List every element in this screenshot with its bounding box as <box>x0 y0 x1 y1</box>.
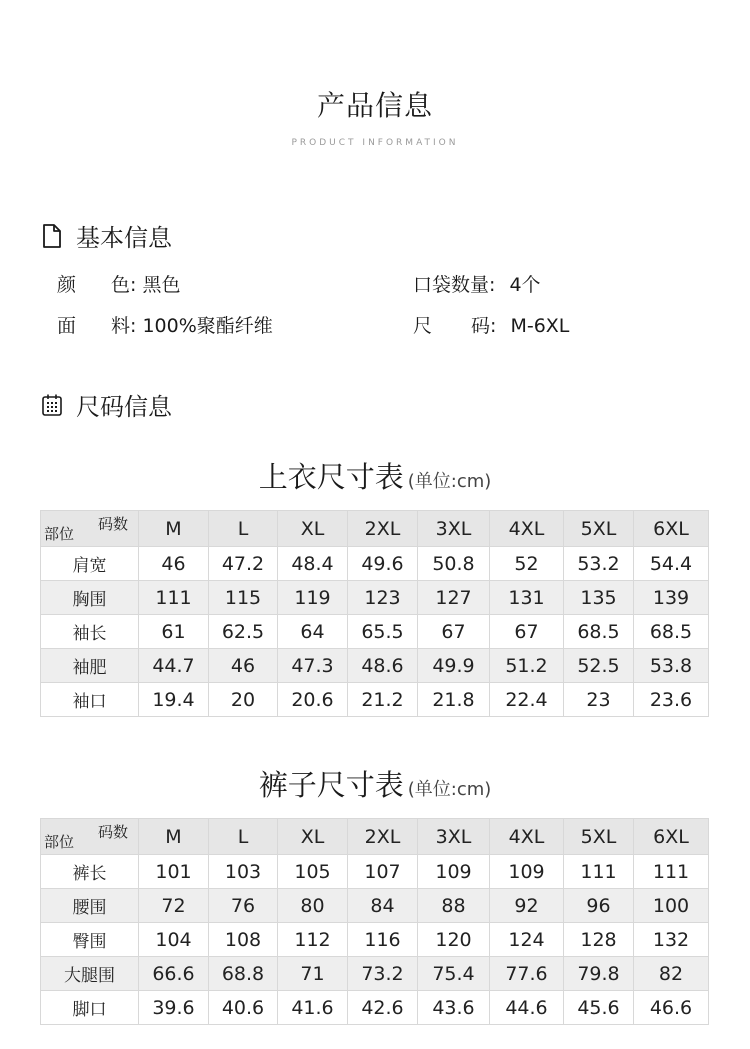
measurement-cell: 112 <box>278 923 348 957</box>
row-label-cell: 肩宽 <box>41 547 139 581</box>
measurement-cell: 72 <box>139 889 209 923</box>
table-row <box>41 683 709 717</box>
measurement-cell: 51.2 <box>490 649 564 683</box>
measurement-cell: 115 <box>209 581 278 615</box>
row-label-cell: 裤长 <box>41 855 139 889</box>
measurement-cell: 44.6 <box>490 991 564 1025</box>
size-header-cell: 3XL <box>418 511 490 547</box>
measurement-cell: 50.8 <box>418 547 490 581</box>
measurement-cell: 68.5 <box>564 615 634 649</box>
size-header-cell: 5XL <box>564 819 634 855</box>
measurement-cell: 47.3 <box>278 649 348 683</box>
row-label-cell: 袖长 <box>41 615 139 649</box>
row-label-cell: 大腿围 <box>41 957 139 991</box>
measurement-cell: 109 <box>490 855 564 889</box>
measurement-cell: 68.5 <box>634 615 709 649</box>
color-key-1: 颜 <box>57 274 77 296</box>
pants-size-table <box>40 818 709 1025</box>
measurement-cell: 47.2 <box>209 547 278 581</box>
size-header-cell: 4XL <box>490 819 564 855</box>
measurement-cell: 23 <box>564 683 634 717</box>
measurement-cell: 120 <box>418 923 490 957</box>
basic-info-title: 基本信息 <box>76 224 172 252</box>
size-header-cell: 5XL <box>564 511 634 547</box>
document-icon <box>40 223 66 249</box>
table-corner-cell <box>41 511 139 547</box>
measurement-cell: 20 <box>209 683 278 717</box>
measurement-cell: 139 <box>634 581 709 615</box>
fabric-key-1: 面 <box>57 315 77 337</box>
pants-table-title-text: 裤子尺寸表 <box>258 768 404 802</box>
measurement-cell: 135 <box>564 581 634 615</box>
table-row <box>41 923 709 957</box>
measurement-cell: 22.4 <box>490 683 564 717</box>
measurement-cell: 73.2 <box>348 957 418 991</box>
measurement-cell: 79.8 <box>564 957 634 991</box>
measurement-cell: 84 <box>348 889 418 923</box>
table-row <box>41 889 709 923</box>
measurement-cell: 92 <box>490 889 564 923</box>
measurement-cell: 77.6 <box>490 957 564 991</box>
measurement-cell: 43.6 <box>418 991 490 1025</box>
pants-table-unit: (单位:cm) <box>407 779 492 800</box>
size-range-info <box>413 311 569 338</box>
page-title: 产品信息 <box>316 89 433 122</box>
measurement-cell: 46.6 <box>634 991 709 1025</box>
row-label-cell: 脚口 <box>41 991 139 1025</box>
measurement-cell: 107 <box>348 855 418 889</box>
row-label-cell: 臀围 <box>41 923 139 957</box>
measurement-cell: 53.8 <box>634 649 709 683</box>
measurement-cell: 103 <box>209 855 278 889</box>
measurement-cell: 88 <box>418 889 490 923</box>
measurement-cell: 68.8 <box>209 957 278 991</box>
measurement-cell: 67 <box>490 615 564 649</box>
table-row <box>41 957 709 991</box>
row-label-cell: 腰围 <box>41 889 139 923</box>
measurement-cell: 111 <box>139 581 209 615</box>
measurement-cell: 61 <box>139 615 209 649</box>
table-row <box>41 581 709 615</box>
measurement-cell: 62.5 <box>209 615 278 649</box>
measurement-cell: 23.6 <box>634 683 709 717</box>
basic-info-heading <box>40 218 172 253</box>
measurement-cell: 76 <box>209 889 278 923</box>
size-header-cell: 2XL <box>348 511 418 547</box>
table-row <box>41 991 709 1025</box>
measurement-cell: 111 <box>634 855 709 889</box>
measurement-cell: 20.6 <box>278 683 348 717</box>
measurement-cell: 80 <box>278 889 348 923</box>
measurement-cell: 21.8 <box>418 683 490 717</box>
measurement-cell: 123 <box>348 581 418 615</box>
measurement-cell: 54.4 <box>634 547 709 581</box>
measurement-cell: 53.2 <box>564 547 634 581</box>
measurement-cell: 101 <box>139 855 209 889</box>
table-row <box>41 649 709 683</box>
measurement-cell: 105 <box>278 855 348 889</box>
corner-size-label: 码数 <box>97 823 128 841</box>
table-header-row <box>41 511 709 547</box>
color-info <box>57 270 180 297</box>
table-row <box>41 855 709 889</box>
measurement-cell: 119 <box>278 581 348 615</box>
size-header-cell: XL <box>278 511 348 547</box>
fabric-info <box>57 311 273 338</box>
measurement-cell: 66.6 <box>139 957 209 991</box>
measurement-cell: 116 <box>348 923 418 957</box>
pocket-key: 口袋数量: <box>413 274 496 296</box>
size-header-cell: 6XL <box>634 511 709 547</box>
color-value: 黑色 <box>142 274 181 296</box>
pocket-value: 4个 <box>509 274 541 296</box>
top-size-table <box>40 510 709 717</box>
measurement-cell: 39.6 <box>139 991 209 1025</box>
measurement-cell: 40.6 <box>209 991 278 1025</box>
measurement-cell: 49.9 <box>418 649 490 683</box>
size-info-title: 尺码信息 <box>76 393 172 421</box>
fabric-key-2: 料: <box>111 315 137 337</box>
measurement-cell: 108 <box>209 923 278 957</box>
measurement-cell: 100 <box>634 889 709 923</box>
measurement-cell: 71 <box>278 957 348 991</box>
measurement-cell: 44.7 <box>139 649 209 683</box>
size-header-cell: M <box>139 819 209 855</box>
size-header-cell: XL <box>278 819 348 855</box>
measurement-cell: 124 <box>490 923 564 957</box>
corner-part-label: 部位 <box>44 525 75 543</box>
top-table-title <box>0 455 750 496</box>
row-label-cell: 胸围 <box>41 581 139 615</box>
size-header-cell: L <box>209 819 278 855</box>
size-header-cell: 6XL <box>634 819 709 855</box>
size-header-cell: 3XL <box>418 819 490 855</box>
measurement-cell: 45.6 <box>564 991 634 1025</box>
row-label-cell: 袖口 <box>41 683 139 717</box>
measurement-cell: 109 <box>418 855 490 889</box>
top-table-unit: (单位:cm) <box>407 471 492 492</box>
measurement-cell: 111 <box>564 855 634 889</box>
measurement-cell: 131 <box>490 581 564 615</box>
measurement-cell: 75.4 <box>418 957 490 991</box>
size-range-value: M-6XL <box>510 315 570 337</box>
table-row <box>41 547 709 581</box>
measurement-cell: 42.6 <box>348 991 418 1025</box>
measurement-cell: 128 <box>564 923 634 957</box>
measurement-cell: 41.6 <box>278 991 348 1025</box>
size-key-1: 尺 <box>413 315 433 337</box>
top-table-title-text: 上衣尺寸表 <box>258 460 404 494</box>
size-info-heading <box>40 387 172 422</box>
measurement-cell: 19.4 <box>139 683 209 717</box>
measurement-cell: 132 <box>634 923 709 957</box>
table-corner-cell <box>41 819 139 855</box>
measurement-cell: 96 <box>564 889 634 923</box>
size-header-cell: M <box>139 511 209 547</box>
pants-table-title <box>0 763 750 804</box>
corner-size-label: 码数 <box>97 515 128 533</box>
measurement-cell: 104 <box>139 923 209 957</box>
measurement-cell: 127 <box>418 581 490 615</box>
size-header-cell: 4XL <box>490 511 564 547</box>
measurement-cell: 21.2 <box>348 683 418 717</box>
measurement-cell: 65.5 <box>348 615 418 649</box>
measurement-cell: 52.5 <box>564 649 634 683</box>
measurement-cell: 49.6 <box>348 547 418 581</box>
measurement-cell: 67 <box>418 615 490 649</box>
size-header-cell: 2XL <box>348 819 418 855</box>
calendar-grid-icon <box>40 392 66 418</box>
measurement-cell: 64 <box>278 615 348 649</box>
size-key-2: 码: <box>471 315 497 337</box>
measurement-cell: 48.6 <box>348 649 418 683</box>
page-subtitle: PRODUCT INFORMATION <box>291 138 459 148</box>
corner-part-label: 部位 <box>44 833 75 851</box>
measurement-cell: 46 <box>139 547 209 581</box>
size-header-cell: L <box>209 511 278 547</box>
pocket-info <box>413 270 541 297</box>
measurement-cell: 52 <box>490 547 564 581</box>
measurement-cell: 48.4 <box>278 547 348 581</box>
row-label-cell: 袖肥 <box>41 649 139 683</box>
table-row <box>41 615 709 649</box>
table-header-row <box>41 819 709 855</box>
color-key-2: 色: <box>111 274 137 296</box>
measurement-cell: 82 <box>634 957 709 991</box>
fabric-value: 100%聚酯纤维 <box>142 315 273 337</box>
measurement-cell: 46 <box>209 649 278 683</box>
